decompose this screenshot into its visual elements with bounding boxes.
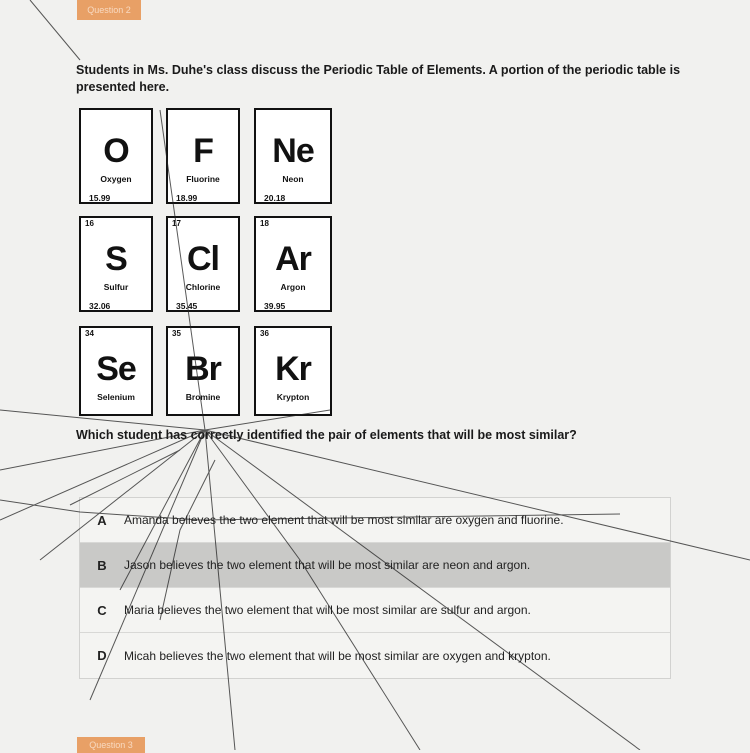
- question-tab[interactable]: Question 2: [77, 0, 141, 20]
- next-question-tab[interactable]: Question 3: [77, 737, 145, 753]
- atomic-mass: 20.18: [264, 193, 286, 203]
- atomic-number: 34: [85, 329, 94, 338]
- element-cell-sulfur: [79, 216, 153, 312]
- choice-c[interactable]: [80, 588, 670, 633]
- choice-text: Amanda believes the two element that will be most similar are oxygen and fluorine.: [124, 513, 564, 527]
- choice-text: Maria believes the two element that will be most similar are sulfur and argon.: [124, 603, 531, 617]
- element-name: Argon: [280, 282, 306, 292]
- atomic-number: 35: [172, 329, 181, 338]
- choice-text: Micah believes the two element that will be most similar are oxygen and krypton.: [124, 648, 551, 663]
- choice-d[interactable]: [80, 633, 670, 678]
- choice-letter: D: [97, 648, 107, 663]
- element-cell-selenium: [79, 326, 153, 416]
- atomic-number: 18: [260, 219, 269, 228]
- choice-letter: A: [97, 512, 107, 528]
- atomic-number: 17: [172, 219, 181, 228]
- element-symbol: F: [193, 132, 213, 170]
- element-name: Oxygen: [100, 174, 132, 184]
- choice-a[interactable]: [80, 498, 670, 543]
- element-name: Fluorine: [186, 174, 220, 184]
- atomic-mass: 18.99: [176, 193, 198, 203]
- element-cell-argon: [254, 216, 332, 312]
- element-symbol: Kr: [275, 350, 311, 388]
- element-cell-krypton: [254, 326, 332, 416]
- question-stem: Students in Ms. Duhe's class discuss the Periodic Table of Elements. A portion of the periodic table is presented here.: [76, 63, 681, 94]
- choice-letter: C: [97, 602, 107, 618]
- atomic-number: 16: [85, 219, 94, 228]
- element-symbol: Ne: [272, 132, 314, 170]
- atomic-mass: 15.99: [89, 193, 111, 203]
- element-name: Krypton: [276, 392, 310, 402]
- element-name: Selenium: [97, 392, 135, 402]
- choice-b[interactable]: [80, 543, 670, 588]
- element-symbol: Se: [96, 350, 136, 388]
- element-name: Bromine: [185, 392, 221, 402]
- question-prompt: Which student has correctly identified the pair of elements that will be most similar?: [76, 428, 577, 442]
- atomic-number: 36: [260, 329, 269, 338]
- choice-text: Jason believes the two element that will be most similar are neon and argon.: [124, 558, 531, 572]
- element-name: Chlorine: [185, 282, 221, 292]
- choice-letter: B: [97, 557, 107, 573]
- atomic-mass: 32.06: [89, 301, 111, 311]
- element-cell-bromine: [166, 326, 240, 416]
- answer-choices: [79, 497, 671, 679]
- element-symbol: O: [103, 132, 129, 170]
- element-symbol: Cl: [187, 240, 219, 278]
- element-symbol: S: [105, 240, 127, 278]
- atomic-mass: 35.45: [176, 301, 198, 311]
- element-cell-neon: [254, 108, 332, 204]
- element-cell-oxygen: [79, 108, 153, 204]
- element-symbol: Ar: [275, 240, 311, 278]
- element-name: Sulfur: [103, 282, 129, 292]
- element-symbol: Br: [185, 350, 221, 388]
- element-cell-fluorine: [166, 108, 240, 204]
- atomic-mass: 39.95: [264, 301, 286, 311]
- element-name: Neon: [282, 174, 304, 184]
- element-cell-chlorine: [166, 216, 240, 312]
